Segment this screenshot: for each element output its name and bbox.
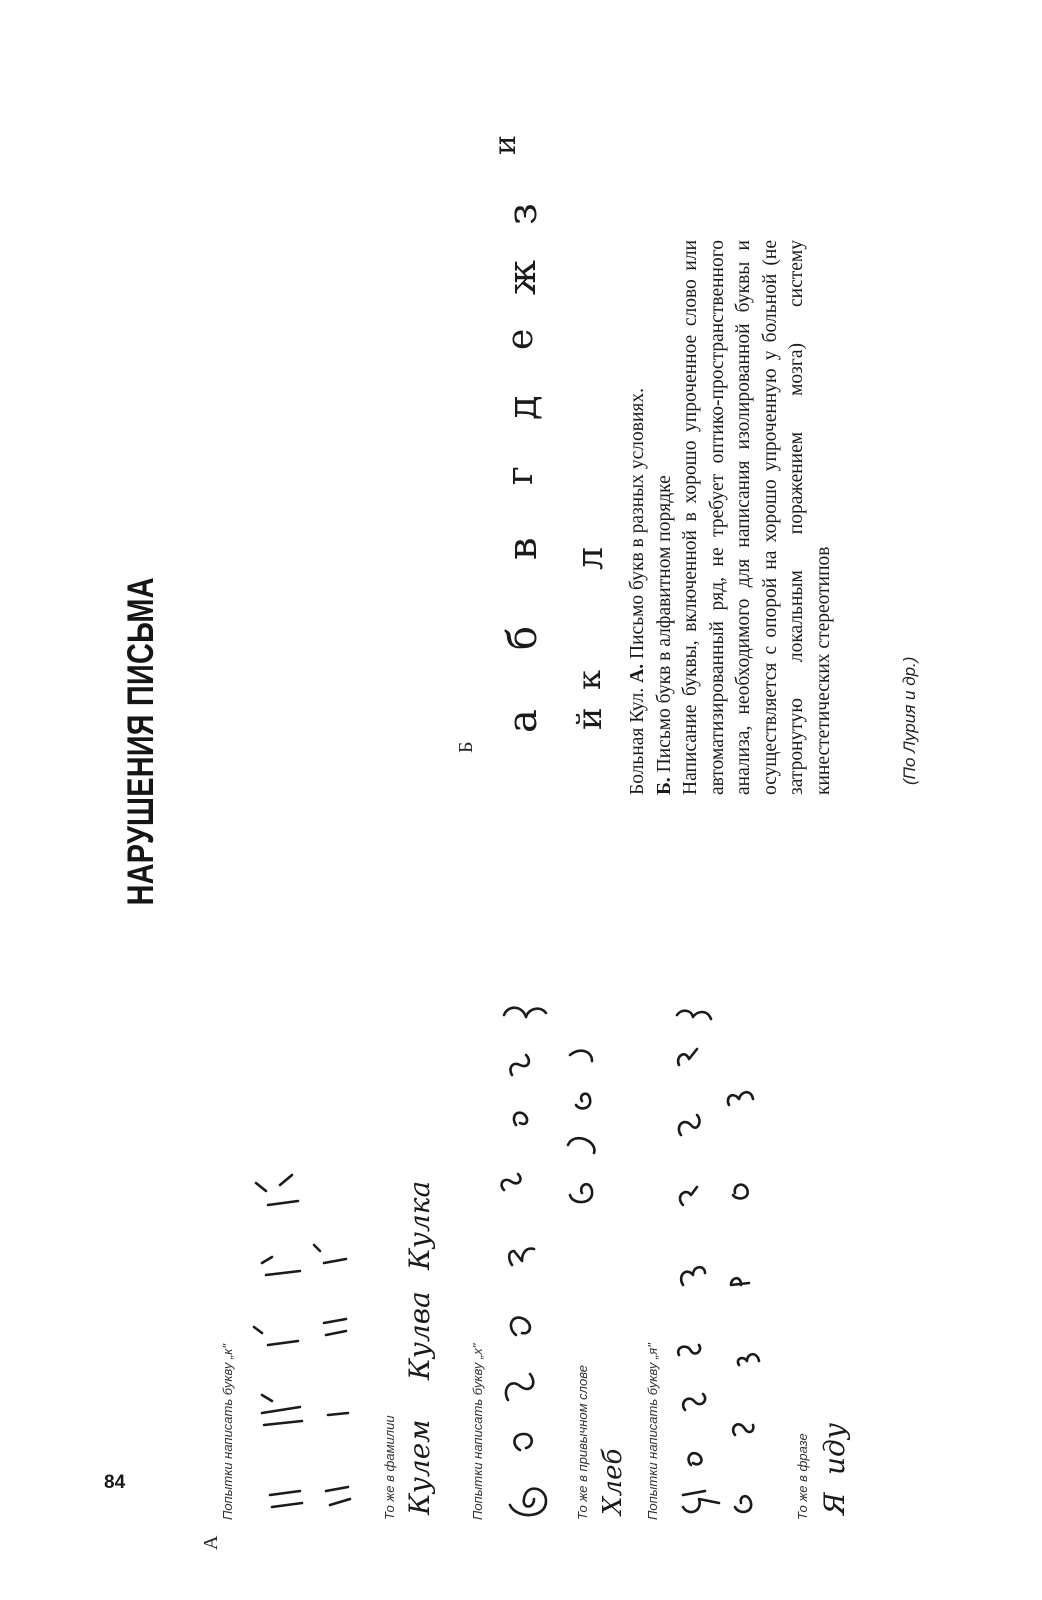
panel-a-row2-word-3: Кулка xyxy=(403,1180,436,1270)
caption-b-text: Письмо букв в алфавитном порядке xyxy=(653,475,675,778)
panel-a-row4-word: Хлеб xyxy=(598,1448,628,1515)
panel-b-letter-y: й xyxy=(570,707,610,730)
panel-a-row2-word-2: Кулва xyxy=(403,1291,436,1380)
panel-a-row5-strokes xyxy=(665,965,775,1525)
caption-a-text: Письмо букв в разных условиях. xyxy=(627,387,648,664)
panel-b-letter-e: е xyxy=(500,328,541,350)
panel-b-letter-z: з xyxy=(500,203,546,225)
panel-b-letter-i: и xyxy=(488,135,523,155)
panel-a-row6-word-2: иду xyxy=(818,1422,851,1475)
panel-a-row2-caption: То же в фамилии xyxy=(382,1415,397,1520)
panel-a-row3b-strokes xyxy=(560,965,620,1525)
panel-a-label: А xyxy=(200,1535,222,1550)
caption-b-label: Б. xyxy=(653,777,675,795)
rotated-figure-page xyxy=(120,25,1000,1575)
panel-a-row6-word-1: Я xyxy=(818,1492,851,1515)
panel-a-row3-strokes xyxy=(490,965,570,1525)
figure-credit: (По Лурия и др.) xyxy=(900,656,919,785)
page-number: 84 xyxy=(104,1472,126,1493)
page-title: НАРУШЕНИЯ ПИСЬМА xyxy=(120,577,161,906)
panel-a-row5-caption: Попытки написать букву „я" xyxy=(645,1343,660,1520)
panel-b-letter-k: к xyxy=(570,670,608,690)
panel-b-letter-b: б xyxy=(500,625,546,650)
panel-a-row4-caption: То же в привычном слове xyxy=(575,1365,590,1520)
panel-a-row3-caption: Попытки написать букву „х" xyxy=(470,1343,485,1520)
caption-a-label: А. xyxy=(627,663,648,683)
caption-intro: Больная Кул. xyxy=(627,682,648,795)
panel-a-row6-caption: То же в фразе xyxy=(795,1433,810,1520)
panel-b-letter-a: а xyxy=(500,709,546,733)
panel-b-letter-zh: ж xyxy=(500,260,544,295)
panel-b-label: Б xyxy=(455,741,477,753)
panel-a-row2-word-1: Кулем xyxy=(403,1419,436,1515)
figure-caption xyxy=(625,240,837,795)
panel-a-row1-caption: Попытки написать букву „к" xyxy=(220,1343,235,1520)
panel-b-letter-v: в xyxy=(500,537,546,560)
caption-line-a xyxy=(625,240,652,795)
panel-a-row1-strokes xyxy=(242,1125,352,1525)
caption-body: Написание буквы, включенной в хорошо упроченное слово или автоматизированный ряд, не требует оптико-пространственного анализа, необходимого для написания изолированной буквы и осуществляется с опорой на хорошо упроченную у больной (не затронутую локальным поражением мозга) систему кинестетических стереотипов xyxy=(680,240,834,795)
caption-line-b xyxy=(652,240,679,795)
panel-b-letter-l: л xyxy=(570,547,611,570)
panel-b-letter-d: д xyxy=(500,395,546,420)
panel-b-letter-g: г xyxy=(500,466,541,485)
